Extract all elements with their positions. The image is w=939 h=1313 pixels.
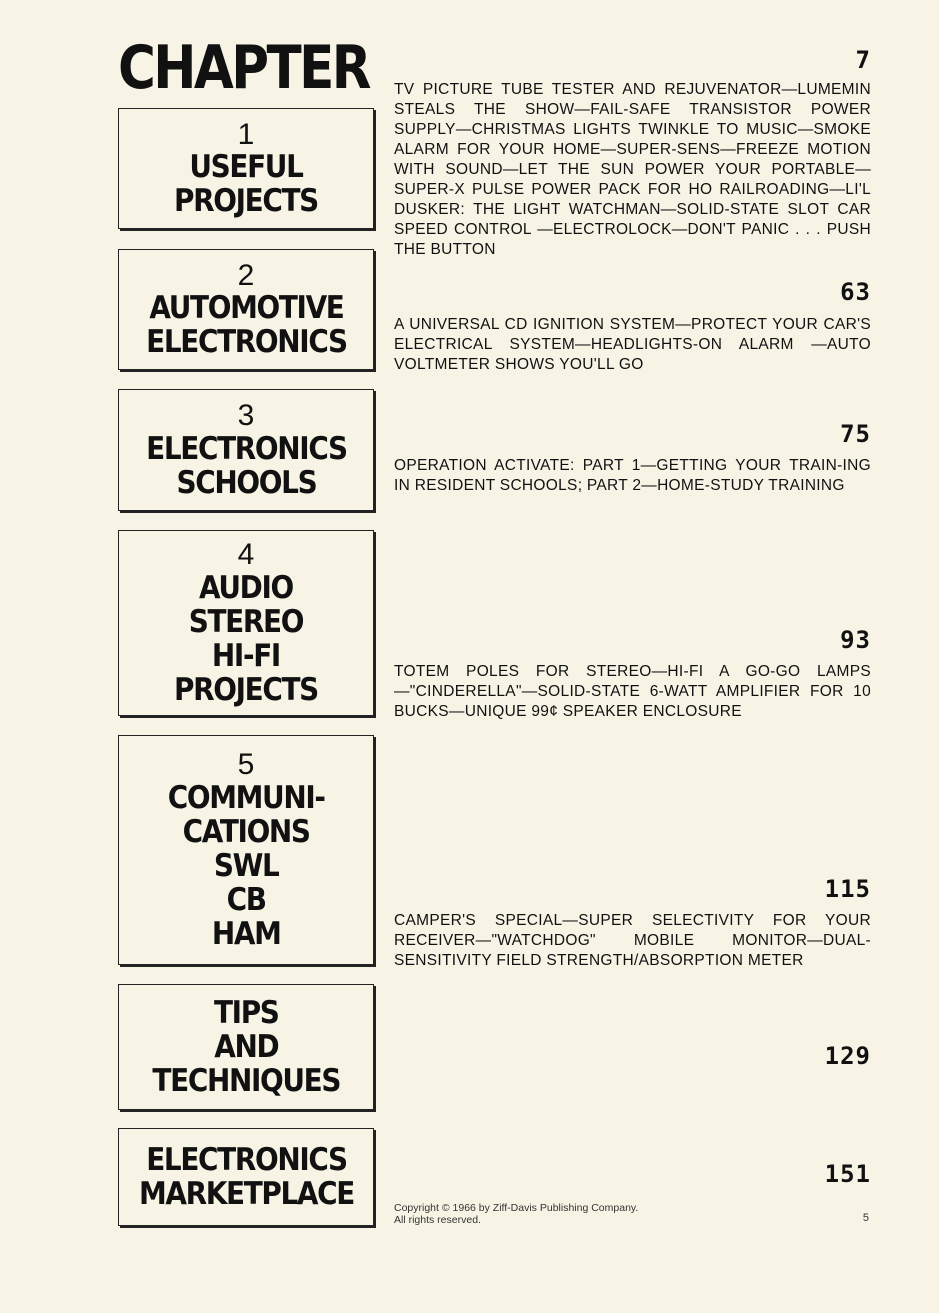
copyright-notice: Copyright © 1966 by Ziff-Davis Publishing Company. All rights reserved. xyxy=(394,1202,639,1226)
chapter-box-automotive-electronics xyxy=(118,249,374,370)
chapter-description: CAMPER'S SPECIAL—SUPER SELECTIVITY FOR YOUR RECEIVER—"WATCHDOG" MOBILE MONITOR—DUAL-SENSITIVITY FIELD STRENGTH/ABSORPTION METER xyxy=(394,912,871,969)
chapter-number: 2 xyxy=(237,258,255,292)
chapter-page-number: 7 xyxy=(855,46,871,74)
chapter-title: COMMUNI- CATIONS SWL CB HAM xyxy=(167,779,325,952)
chapter-box-electronics-schools xyxy=(118,389,374,511)
chapter-box-electronics-marketplace xyxy=(118,1128,374,1226)
chapter-number: 4 xyxy=(237,538,255,572)
chapter-page-number: 93 xyxy=(840,626,871,654)
chapter-box-useful-projects xyxy=(118,108,374,229)
chapter-page-number: 151 xyxy=(824,1160,871,1188)
chapter-box-communications xyxy=(118,735,374,965)
chapter-title: ELECTRONICS MARKETPLACE xyxy=(138,1141,354,1212)
chapter-number: 5 xyxy=(237,748,255,782)
chapter-title: ELECTRONICS SCHOOLS xyxy=(145,430,347,501)
chapter-title: AUTOMOTIVE ELECTRONICS xyxy=(145,290,347,361)
chapter-title: USEFUL PROJECTS xyxy=(174,149,318,220)
chapter-description: TOTEM POLES FOR STEREO—HI-FI A GO-GO LAMPS—"CINDERELLA"—SOLID-STATE 6-WATT AMPLIFIER FOR 10 BUCKS—UNIQUE 99¢ SPEAKER ENCLOSURE xyxy=(394,663,871,720)
chapter-title: AUDIO STEREO HI-FI PROJECTS xyxy=(174,569,318,708)
chapter-heading: CHAPTER xyxy=(118,33,369,103)
chapter-page-number: 129 xyxy=(824,1042,871,1070)
chapter-description: A UNIVERSAL CD IGNITION SYSTEM—PROTECT YOUR CAR'S ELECTRICAL SYSTEM—HEADLIGHTS-ON ALARM —AUTO VOLTMETER SHOWS YOU'LL GO xyxy=(394,316,871,373)
chapter-page-number: 75 xyxy=(840,420,871,448)
chapter-box-audio-stereo-hifi xyxy=(118,530,374,716)
chapter-description: TV PICTURE TUBE TESTER AND REJUVENATOR—LUMEMIN STEALS THE SHOW—FAIL-SAFE TRANSISTOR POWER SUPPLY—CHRISTMAS LIGHTS TWINKLE TO MUSIC—SMOKE ALARM FOR YOUR HOME—SUPER-SENS—FREEZE MOTION WITH SOUND—LET THE SUN POWER YOUR PORTABLE—SUPER-X PULSE POWER PACK FOR HO RAILROADING—LI'L DUSKER: THE LIGHT WATCHMAN—SOLID-STATE SLOT CAR SPEED CONTROL —ELECTROLOCK—DON'T PANIC . . . PUSH THE BUTTON xyxy=(394,81,871,258)
chapter-number: 1 xyxy=(237,117,255,151)
chapter-title: TIPS AND TECHNIQUES xyxy=(152,994,340,1100)
page-folio: 5 xyxy=(862,1212,869,1224)
chapter-box-tips-and-techniques xyxy=(118,984,374,1110)
chapter-number: 3 xyxy=(237,399,255,433)
chapter-description: OPERATION ACTIVATE: PART 1—GETTING YOUR TRAIN-ING IN RESIDENT SCHOOLS; PART 2—HOME-STUDY TRAINING xyxy=(394,457,871,494)
chapter-page-number: 63 xyxy=(840,278,871,306)
chapter-page-number: 115 xyxy=(824,875,871,903)
